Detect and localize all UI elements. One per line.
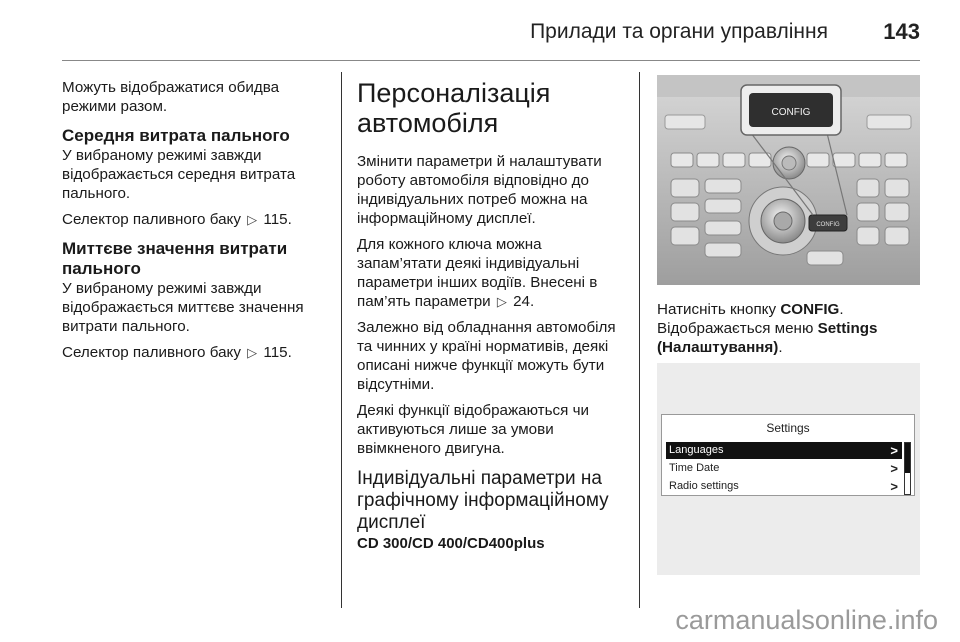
magnified-config-label: CONFIG [771, 107, 811, 118]
models-label: CD 300/CD 400/CD400plus [357, 535, 545, 552]
reference-page: 115. [263, 344, 292, 361]
body-paragraph: Залежно від обладнання автомобіля та чинних у країні нормативів, деякі описані нижче функції можуть бути відсутніми. [357, 319, 616, 393]
cross-reference [62, 210, 332, 229]
paragraph-text: Для кожного ключа можна запам’ятати деякі індивідуальні параметри інших водіїв. Внесені в пам’ять параметри [357, 236, 598, 310]
reference-arrow-icon: ▷ [247, 345, 258, 360]
intro-paragraph: Можуть відображатися обидва режими разом. [62, 79, 280, 115]
section-body: У вибраному режимі завжди відображається миттєве значення витрати пального. [62, 280, 304, 335]
instruction-press-config [657, 300, 921, 357]
screen-scrollbar [904, 442, 911, 495]
instruction-text: Відображається меню [657, 320, 814, 337]
page-header-title: Прилади та органи управління [530, 20, 828, 43]
config-button-label: CONFIG [780, 301, 840, 318]
reference-arrow-icon: ▷ [247, 212, 258, 227]
header-divider [62, 60, 920, 61]
chapter-title: Персоналізація автомобіля [357, 78, 551, 138]
small-config-label: CONFIG [816, 222, 840, 228]
section-body: У вибраному режимі завжди відображається середня витрата пального. [62, 147, 296, 202]
settings-menu-label: Settings (Налаштування) [657, 320, 878, 356]
settings-title: Settings [766, 421, 810, 435]
column-right [657, 300, 921, 364]
chevron-right-icon: > [890, 461, 898, 476]
console-illustration [657, 75, 920, 285]
column-middle [357, 78, 625, 560]
scroll-thumb [905, 443, 910, 473]
section-heading-instant-consumption: Миттєве значення витрати пального [62, 239, 288, 278]
column-divider [639, 72, 640, 608]
menu-item-radio-settings [666, 478, 902, 495]
body-paragraph: Змінити параметри й налаштувати роботу автомобіля відповідно до індивідуальних потреб можна на інформаційному дисплеї. [357, 153, 602, 227]
punctuation: . [778, 339, 783, 356]
section-heading-average-consumption: Середня витрата пального [62, 126, 290, 145]
instruction-text: Натисніть кнопку [657, 301, 777, 318]
reference-arrow-icon: ▷ [496, 294, 507, 309]
reference-text: Селектор паливного баку [62, 211, 241, 228]
column-divider [341, 72, 342, 608]
body-paragraph: Деякі функції відображаються чи активуються лише за умови ввімкненого двигуна. [357, 402, 589, 457]
menu-item-label: Radio settings [669, 480, 739, 492]
menu-item-languages [666, 442, 902, 459]
reference-page: 24. [513, 293, 535, 310]
subsection-heading: Індивідуальні параметри на графічному інформаційному дисплеї [357, 468, 609, 533]
menu-item-time-date [666, 460, 902, 477]
watermark: carmanualsonline.info [675, 605, 938, 635]
page-number: 143 [883, 19, 920, 44]
body-paragraph [357, 235, 625, 311]
chevron-right-icon: > [890, 443, 898, 458]
punctuation: . [839, 301, 844, 318]
menu-item-label: Time Date [669, 462, 720, 474]
reference-text: Селектор паливного баку [62, 344, 241, 361]
column-left [62, 78, 332, 369]
settings-display [661, 414, 915, 496]
config-button-photo [657, 75, 920, 285]
chevron-right-icon: > [890, 479, 898, 494]
menu-item-label: Languages [669, 444, 724, 456]
reference-page: 115. [263, 211, 292, 228]
cross-reference [62, 343, 332, 362]
